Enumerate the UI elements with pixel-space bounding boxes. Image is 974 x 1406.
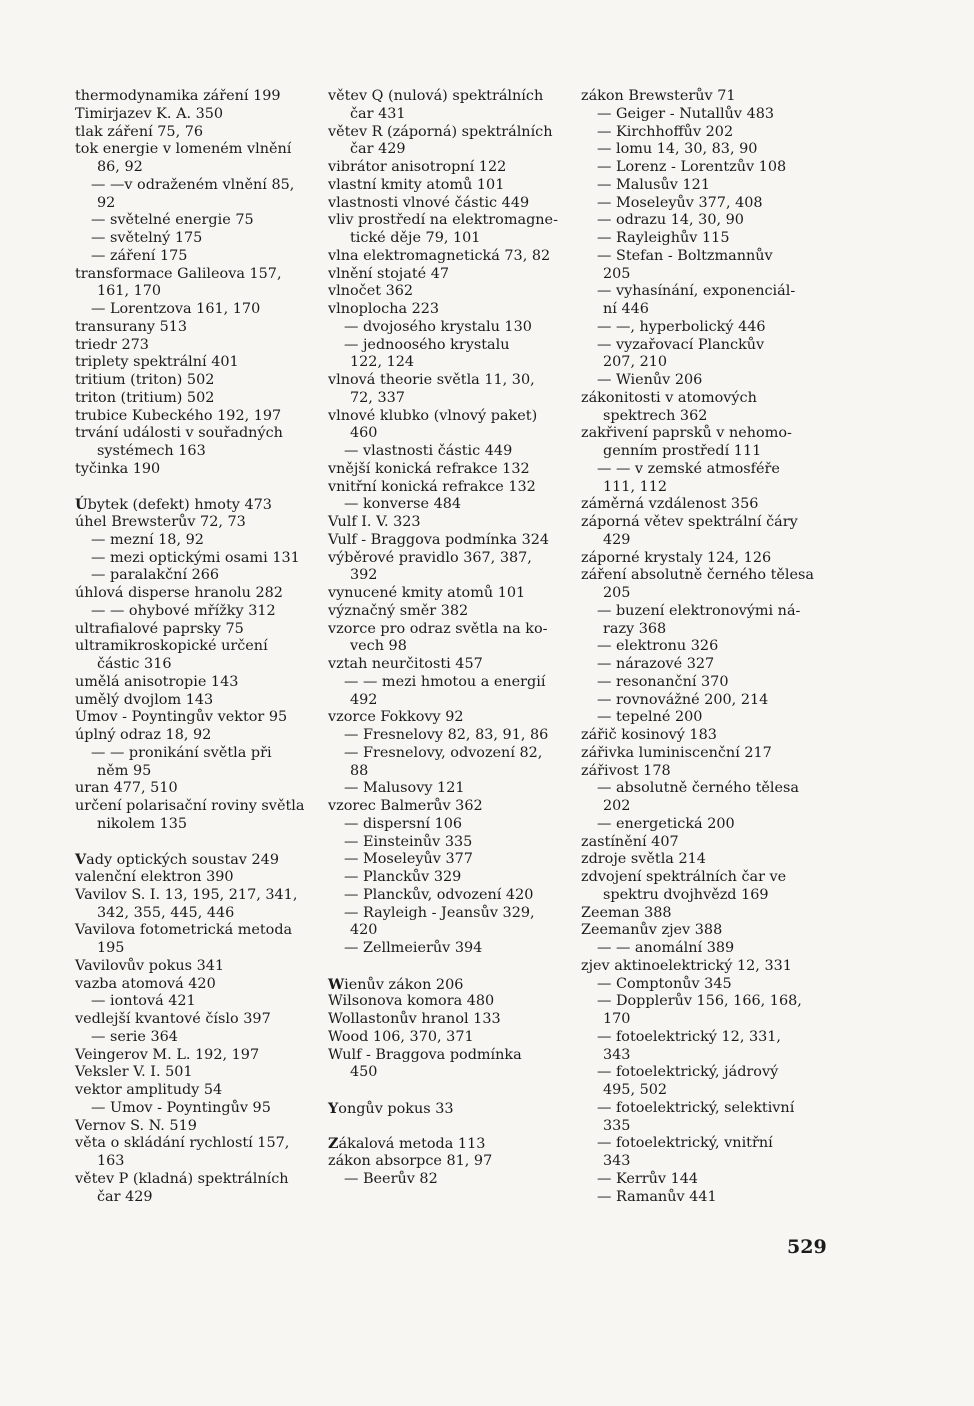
index-subentry: — odrazu 14, 30, 90 [597,212,744,229]
index-subentry: — vyhasínání, exponenciál- [597,283,796,300]
index-subentry: — Malusovy 121 [344,780,465,797]
index-entry-continuation: systémech 163 [97,443,206,459]
initial-letter: Z [328,1135,339,1153]
index-subentry: — —, hyperbolický 446 [597,318,766,335]
index-spacer [75,479,317,497]
index-entry: transformace Galileova 157, [75,265,282,282]
index-entry: Wulf - Braggova podmínka [328,1046,522,1063]
index-entry: tritium (triton) 502 [75,372,215,388]
index-entry: význačný směr 382 [328,602,469,619]
index-entry: záporná větev spektrální čáry [581,514,798,530]
index-entry: Veksler V. I. 501 [75,1064,193,1081]
index-entry: záměrná vzdálenost 356 [581,496,759,513]
index-entry: vzorce pro odraz světla na ko- [328,620,548,637]
index-letter-heading: Vady optických soustav 249 [75,851,279,869]
index-subentry: — Fresnelovy 82, 83, 91, 86 [344,727,549,743]
index-subentry: — Zellmeierův 394 [344,940,483,956]
index-subentry: — Ramanův 441 [597,1188,717,1205]
index-subentry: — Rayleigh - Jeansův 329, [344,904,535,921]
index-entry: Wood 106, 370, 371 [328,1028,474,1045]
index-entry-continuation: 492 [350,691,378,708]
index-spacer [328,958,570,976]
index-entry-continuation: čar 431 [350,105,406,122]
index-subentry: — fotoelektrický, selektivní [597,1099,795,1116]
index-entry-continuation: 122, 124 [350,354,415,371]
index-entry: záporné krystaly 124, 126 [581,549,772,566]
index-entry: trvání události v souřadných [75,425,283,442]
index-entry-continuation: spektrech 362 [603,407,708,424]
index-entry-continuation: 170 [603,1011,631,1027]
index-entry: vlnové klubko (vlnový paket) [328,407,538,424]
index-subentry: — Umov - Poyntingův 95 [91,1099,271,1116]
index-entry-continuation: tické děje 79, 101 [350,230,481,246]
index-entry-continuation: 205 [603,585,631,601]
index-subentry: — tepelné 200 [597,709,703,726]
index-subentry: — rovnovážné 200, 214 [597,691,769,708]
index-entry: úhel Brewsterův 72, 73 [75,514,246,530]
index-subentry: — dispersní 106 [344,815,463,832]
index-column-3 [581,88,825,1206]
index-subentry: — Rayleighův 115 [597,230,730,246]
index-entry: záření absolutně černého tělesa [581,567,814,584]
index-subentry: — Kirchhoffův 202 [597,123,734,140]
index-entry: vektor amplitudy 54 [75,1082,223,1098]
index-subentry: — Einsteinův 335 [344,833,473,850]
index-subentry: — — anomální 389 [597,940,735,956]
index-entry-continuation: něm 95 [97,762,152,779]
index-entry-continuation: 111, 112 [603,478,668,495]
index-subentry: — Malusův 121 [597,176,710,193]
index-entry-continuation: 163 [97,1153,125,1169]
index-subentry: — fotoelektrický 12, 331, [597,1028,782,1045]
index-entry: Vulf I. V. 323 [328,514,421,530]
index-subentry: — iontová 421 [91,993,196,1010]
initial-letter: W [328,975,345,993]
index-entry: zdroje světla 214 [581,851,706,868]
index-subentry: — lomu 14, 30, 83, 90 [597,141,758,158]
initial-letter: V [75,851,87,869]
index-subentry: — Lorenz - Lorentzův 108 [597,159,787,175]
index-entry: tyčinka 190 [75,460,161,477]
index-entry: ultrafialové paprsky 75 [75,620,244,637]
index-subentry: — Wienův 206 [597,372,703,388]
index-subentry: — Fresnelovy, odvození 82, [344,744,543,761]
index-entry: větev P (kladná) spektrálních [75,1170,289,1187]
page-number: 529 [787,1236,827,1258]
initial-letter: Ú [75,496,88,514]
index-subentry: — dvojosého krystalu 130 [344,318,532,335]
index-subentry: — Geiger - Nutallův 483 [597,105,775,122]
index-entry-continuation: 429 [603,531,631,548]
index-entry-continuation: 202 [603,798,631,814]
index-subentry: — jednoosého krystalu [344,336,510,353]
index-subentry: — světelné energie 75 [91,212,254,229]
index-subentry: — Planckův, odvození 420 [344,886,534,903]
index-entry: Zeemanův zjev 388 [581,922,723,939]
index-entry: vztah neurčitosti 457 [328,656,483,672]
index-subentry: — záření 175 [91,247,188,264]
index-entry: tlak záření 75, 76 [75,123,204,140]
index-entry-continuation: 88 [350,762,369,779]
index-entry: větev Q (nulová) spektrálních [328,88,544,104]
index-entry: Veingerov M. L. 192, 197 [75,1046,260,1063]
index-entry-continuation: spektru dvojhvězd 169 [603,886,769,903]
index-subentry: — Stefan - Boltzmannův [597,247,773,264]
index-entry: vzorec Balmerův 362 [328,798,483,814]
index-entry: trubice Kubeckého 192, 197 [75,407,282,424]
index-entry: vlastní kmity atomů 101 [328,176,505,193]
index-entry: vnější konická refrakce 132 [328,460,530,477]
index-entry: vlnoplocha 223 [328,301,440,317]
index-entry: vliv prostředí na elektromagne- [328,212,558,229]
index-entry: triplety spektrální 401 [75,354,239,371]
index-subentry: — vyzařovací Planckův [597,336,765,353]
index-subentry: — konverse 484 [344,496,462,513]
index-entry-continuation: 420 [350,922,378,939]
index-subentry: — mezní 18, 92 [91,531,204,548]
index-entry-continuation: genním prostředí 111 [603,443,762,459]
index-subentry: — Dopplerův 156, 166, 168, [597,993,802,1010]
index-entry: valenční elektron 390 [75,869,234,885]
index-entry: zářivka luminiscenční 217 [581,744,772,761]
index-entry-continuation: vech 98 [350,638,407,655]
index-subentry: — Planckův 329 [344,869,462,885]
index-subentry: — — pronikání světla při [91,744,272,761]
index-entry: zjev aktinoelektrický 12, 331 [581,957,792,974]
index-entry-continuation: 343 [603,1153,631,1169]
index-entry-continuation: 207, 210 [603,354,668,371]
index-subentry: — fotoelektrický, vnitřní [597,1135,773,1152]
index-entry: vnitřní konická refrakce 132 [328,478,536,495]
index-spacer [328,1082,570,1100]
index-subentry: — mezi optickými osami 131 [91,549,300,566]
index-entry: výběrové pravidlo 367, 387, [328,549,532,566]
index-entry: vedlejší kvantové číslo 397 [75,1011,271,1027]
index-entry: Vavilov S. I. 13, 195, 217, 341, [75,886,298,903]
index-entry: Vernov S. N. 519 [75,1117,197,1134]
index-entry: věta o skládání rychlostí 157, [75,1135,290,1152]
index-entry: vlnočet 362 [328,283,414,300]
index-entry-continuation: 392 [350,567,378,584]
index-entry: vibrátor anisotropní 122 [328,159,507,175]
index-subentry: — absolutně černého tělesa [597,780,799,797]
index-entry: zářivost 178 [581,762,671,779]
index-entry: umělá anisotropie 143 [75,673,239,690]
index-entry-continuation: čar 429 [97,1188,153,1205]
initial-letter: Y [328,1099,339,1117]
index-entry: zakřivení paprsků v nehomo- [581,425,792,442]
index-spacer [75,834,317,852]
index-entry: zdvojení spektrálních čar ve [581,869,787,885]
index-entry-continuation: 92 [97,194,116,211]
index-subentry: — fotoelektrický, jádrový [597,1064,779,1081]
index-entry: Vavilovův pokus 341 [75,957,225,974]
index-entry: vlnová theorie světla 11, 30, [328,372,535,388]
index-entry: vynucené kmity atomů 101 [328,585,526,601]
index-entry: triedr 273 [75,336,149,353]
index-entry: Timirjazev K. A. 350 [75,105,224,122]
index-subentry: — nárazové 327 [597,656,715,672]
index-entry: úhlová disperse hranolu 282 [75,585,283,601]
index-subentry: — Lorentzova 161, 170 [91,301,261,317]
index-entry-continuation: ní 446 [603,301,649,317]
index-letter-heading: Zákalová metoda 113 [328,1135,486,1153]
index-subentry: — — mezi hmotou a energií [344,673,546,690]
index-entry: vlna elektromagnetická 73, 82 [328,247,551,264]
index-column-1 [75,88,317,1206]
index-entry-continuation: 342, 355, 445, 446 [97,904,235,921]
index-entry: umělý dvojlom 143 [75,691,214,708]
index-entry: zářič kosinový 183 [581,727,717,743]
index-entry-continuation: razy 368 [603,620,667,637]
index-entry-continuation: 495, 502 [603,1082,668,1098]
index-entry: zákon absorpce 81, 97 [328,1153,493,1169]
index-subentry: — Kerrův 144 [597,1170,699,1187]
index-entry-continuation: čar 429 [350,141,406,158]
index-entry: zákon Brewsterův 71 [581,88,736,104]
index-subentry: — Comptonův 345 [597,975,732,992]
index-entry-continuation: 335 [603,1117,631,1134]
index-entry-continuation: částic 316 [97,656,172,672]
index-entry: tok energie v lomeném vlnění [75,141,292,158]
index-subentry: — Moseleyův 377 [344,851,473,868]
index-subentry: — energetická 200 [597,815,735,832]
index-subentry: — — ohybové mřížky 312 [91,602,276,619]
index-entry-continuation: 86, 92 [97,159,143,175]
index-entry-continuation: 72, 337 [350,389,405,406]
index-entry: Vavilova fotometrická metoda [75,922,293,939]
index-entry: vlnění stojaté 47 [328,265,450,282]
index-entry: určení polarisační roviny světla [75,798,305,814]
index-entry: Zeeman 388 [581,904,672,921]
index-entry: úplný odraz 18, 92 [75,727,212,743]
index-entry: transurany 513 [75,318,188,335]
index-entry-continuation: 161, 170 [97,283,162,300]
index-entry: zákonitosti v atomových [581,389,757,406]
index-entry: uran 477, 510 [75,780,178,797]
index-subentry: — paralakční 266 [91,567,220,584]
index-entry-continuation: nikolem 135 [97,815,188,832]
index-entry-continuation: 450 [350,1064,378,1081]
index-entry: Wilsonova komora 480 [328,993,495,1010]
index-subentry: — buzení elektronovými ná- [597,602,801,619]
index-entry: triton (tritium) 502 [75,389,215,406]
index-subentry: — —v odraženém vlnění 85, [91,176,295,193]
index-subentry: — elektronu 326 [597,638,719,655]
index-entry: vlastnosti vlnové částic 449 [328,194,530,211]
index-subentry: — světelný 175 [91,230,203,246]
index-subentry: — serie 364 [91,1028,178,1045]
index-entry: thermodynamika záření 199 [75,88,281,104]
index-letter-heading: Úbytek (defekt) hmoty 473 [75,496,272,514]
index-subentry: — resonanční 370 [597,673,729,690]
index-entry: ultramikroskopické určení [75,638,268,655]
index-subentry: — Beerův 82 [344,1170,438,1187]
index-entry-continuation: 205 [603,265,631,282]
index-entry: vzorce Fokkovy 92 [328,709,464,726]
index-letter-heading: Wienův zákon 206 [328,975,464,993]
index-entry-continuation: 460 [350,425,378,442]
index-entry-continuation: 343 [603,1046,631,1063]
index-entry-continuation: 195 [97,940,125,956]
index-entry: zastínění 407 [581,833,679,850]
index-spacer [328,1118,570,1136]
index-letter-heading: Yongův pokus 33 [328,1099,454,1117]
index-entry: vazba atomová 420 [75,975,216,992]
index-subentry: — — v zemské atmosféře [597,460,780,477]
index-subentry: — Moseleyův 377, 408 [597,194,763,211]
index-entry: Wollastonův hranol 133 [328,1011,501,1027]
index-subentry: — vlastnosti částic 449 [344,443,513,459]
index-column-2 [328,88,570,1189]
index-entry: větev R (záporná) spektrálních [328,123,553,140]
index-entry: Umov - Poyntingův vektor 95 [75,709,288,726]
index-entry: Vulf - Braggova podmínka 324 [328,531,550,548]
